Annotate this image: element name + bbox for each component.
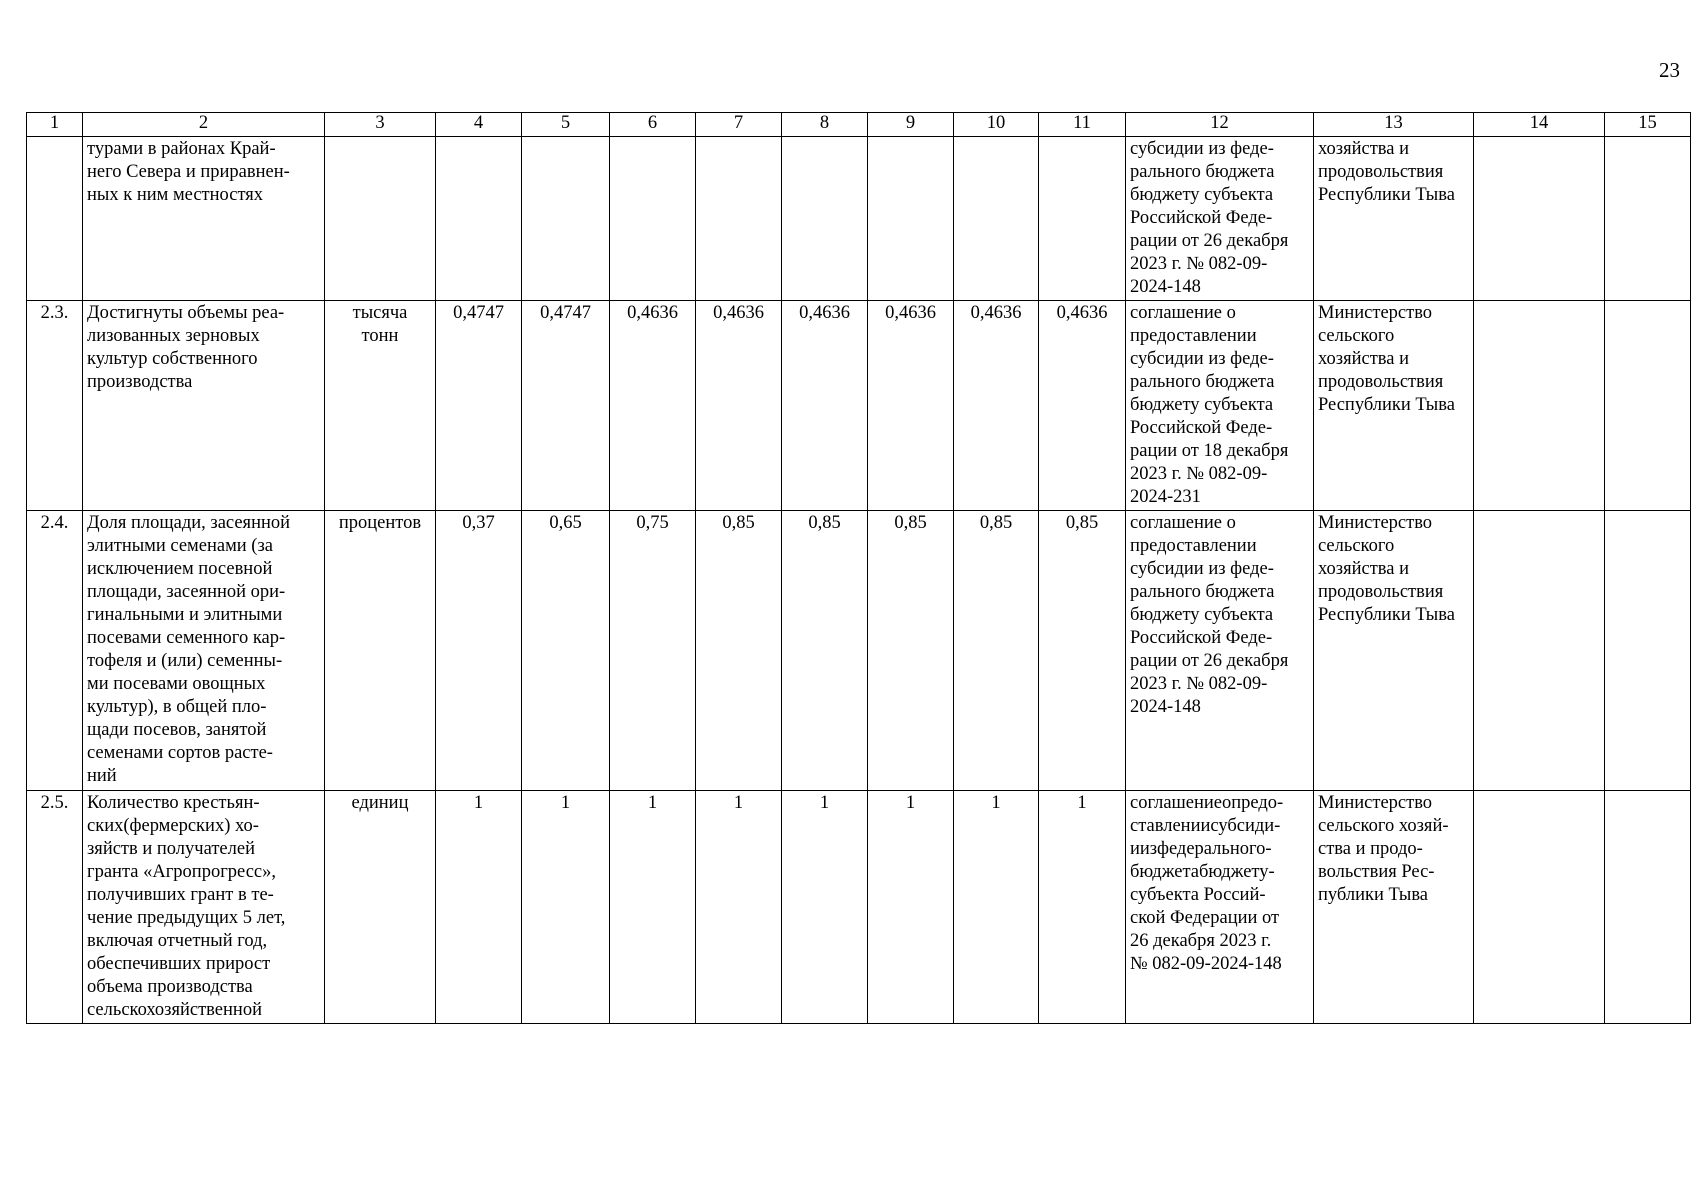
row-number-cell: 2.4. xyxy=(27,511,83,791)
value-cell: 1 xyxy=(696,791,782,1024)
column-15-cell xyxy=(1605,511,1691,791)
column-header-8: 8 xyxy=(782,113,868,137)
column-header-10: 10 xyxy=(954,113,1039,137)
agreement-cell: соглашение о предоставлении субсидии из феде- рального бюджета бюджету субъекта Российской Феде- рации от 18 декабря 2023 г. № 082-09- 2024-231 xyxy=(1126,301,1314,511)
column-header-13: 13 xyxy=(1314,113,1474,137)
value-cell: 0,4747 xyxy=(436,301,522,511)
value-cell: 0,85 xyxy=(1039,511,1126,791)
unit-cell xyxy=(325,137,436,301)
column-15-cell xyxy=(1605,137,1691,301)
column-15-cell xyxy=(1605,301,1691,511)
value-cell: 1 xyxy=(436,791,522,1024)
value-cell xyxy=(696,137,782,301)
table-row xyxy=(27,511,1691,791)
value-cell xyxy=(610,137,696,301)
value-cell: 0,85 xyxy=(696,511,782,791)
column-15-cell xyxy=(1605,791,1691,1024)
unit-cell: процентов xyxy=(325,511,436,791)
value-cell: 0,85 xyxy=(954,511,1039,791)
indicators-table xyxy=(26,112,1691,1024)
column-14-cell xyxy=(1474,791,1605,1024)
value-cell: 0,4636 xyxy=(610,301,696,511)
indicator-name-cell: турами в районах Край- него Севера и приравнен- ных к ним местностях xyxy=(83,137,325,301)
column-header-3: 3 xyxy=(325,113,436,137)
indicator-name-cell: Достигнуты объемы реа- лизованных зерновых культур собственного производства xyxy=(83,301,325,511)
value-cell xyxy=(436,137,522,301)
column-header-14: 14 xyxy=(1474,113,1605,137)
value-cell xyxy=(868,137,954,301)
column-header-2: 2 xyxy=(83,113,325,137)
value-cell: 0,4747 xyxy=(522,301,610,511)
value-cell: 0,4636 xyxy=(696,301,782,511)
value-cell: 1 xyxy=(1039,791,1126,1024)
column-header-9: 9 xyxy=(868,113,954,137)
responsible-cell: хозяйства и продовольствия Республики Тыва xyxy=(1314,137,1474,301)
responsible-cell: Министерство сельского хозяйства и продовольствия Республики Тыва xyxy=(1314,511,1474,791)
value-cell xyxy=(954,137,1039,301)
column-header-1: 1 xyxy=(27,113,83,137)
column-header-5: 5 xyxy=(522,113,610,137)
value-cell: 0,4636 xyxy=(1039,301,1126,511)
column-header-4: 4 xyxy=(436,113,522,137)
column-header-7: 7 xyxy=(696,113,782,137)
column-header-11: 11 xyxy=(1039,113,1126,137)
value-cell: 0,4636 xyxy=(954,301,1039,511)
column-14-cell xyxy=(1474,301,1605,511)
page-number: 23 xyxy=(1659,58,1680,82)
value-cell: 1 xyxy=(782,791,868,1024)
responsible-cell: Министерство сельского хозяйства и продовольствия Республики Тыва xyxy=(1314,301,1474,511)
value-cell: 0,75 xyxy=(610,511,696,791)
table-row xyxy=(27,137,1691,301)
value-cell: 1 xyxy=(954,791,1039,1024)
unit-cell: единиц xyxy=(325,791,436,1024)
agreement-cell: соглашениеопредо- ставлениисубсиди- иизфедерального- бюджетабюджету- субъекта Россий- ской Федерации от 26 декабря 2023 г. № 082-09-2024-148 xyxy=(1126,791,1314,1024)
row-number-cell: 2.3. xyxy=(27,301,83,511)
value-cell: 0,85 xyxy=(782,511,868,791)
column-14-cell xyxy=(1474,511,1605,791)
responsible-cell: Министерство сельского хозяй- ства и продо- вольствия Рес- публики Тыва xyxy=(1314,791,1474,1024)
column-number-row xyxy=(27,113,1691,137)
indicator-name-cell: Доля площади, засеянной элитными семенами (за исключением посевной площади, засеянной ори- гинальными и элитными посевами семенного кар- тофеля и (или) семенны- ми посевами овощных культур), в общей пло- щади посевов, занятой семенами сортов расте- ний xyxy=(83,511,325,791)
value-cell: 0,4636 xyxy=(782,301,868,511)
value-cell: 1 xyxy=(522,791,610,1024)
value-cell xyxy=(782,137,868,301)
value-cell xyxy=(522,137,610,301)
value-cell xyxy=(1039,137,1126,301)
column-header-6: 6 xyxy=(610,113,696,137)
value-cell: 1 xyxy=(610,791,696,1024)
value-cell: 0,65 xyxy=(522,511,610,791)
agreement-cell: субсидии из феде- рального бюджета бюджету субъекта Российской Феде- рации от 26 декабря 2023 г. № 082-09- 2024-148 xyxy=(1126,137,1314,301)
table-row xyxy=(27,791,1691,1024)
value-cell: 0,85 xyxy=(868,511,954,791)
row-number-cell: 2.5. xyxy=(27,791,83,1024)
value-cell: 0,4636 xyxy=(868,301,954,511)
column-14-cell xyxy=(1474,137,1605,301)
column-header-15: 15 xyxy=(1605,113,1691,137)
agreement-cell: соглашение о предоставлении субсидии из феде- рального бюджета бюджету субъекта Российской Феде- рации от 26 декабря 2023 г. № 082-09- 2024-148 xyxy=(1126,511,1314,791)
column-header-12: 12 xyxy=(1126,113,1314,137)
value-cell: 1 xyxy=(868,791,954,1024)
indicator-name-cell: Количество крестьян- ских(фермерских) хо- зяйств и получателей гранта «Агропрогресс», получивших грант в те- чение предыдущих 5 лет, включая отчетный год, обеспечивших прирост объема производства сельскохозяйственной xyxy=(83,791,325,1024)
value-cell: 0,37 xyxy=(436,511,522,791)
unit-cell: тысяча тонн xyxy=(325,301,436,511)
table-row xyxy=(27,301,1691,511)
row-number-cell xyxy=(27,137,83,301)
